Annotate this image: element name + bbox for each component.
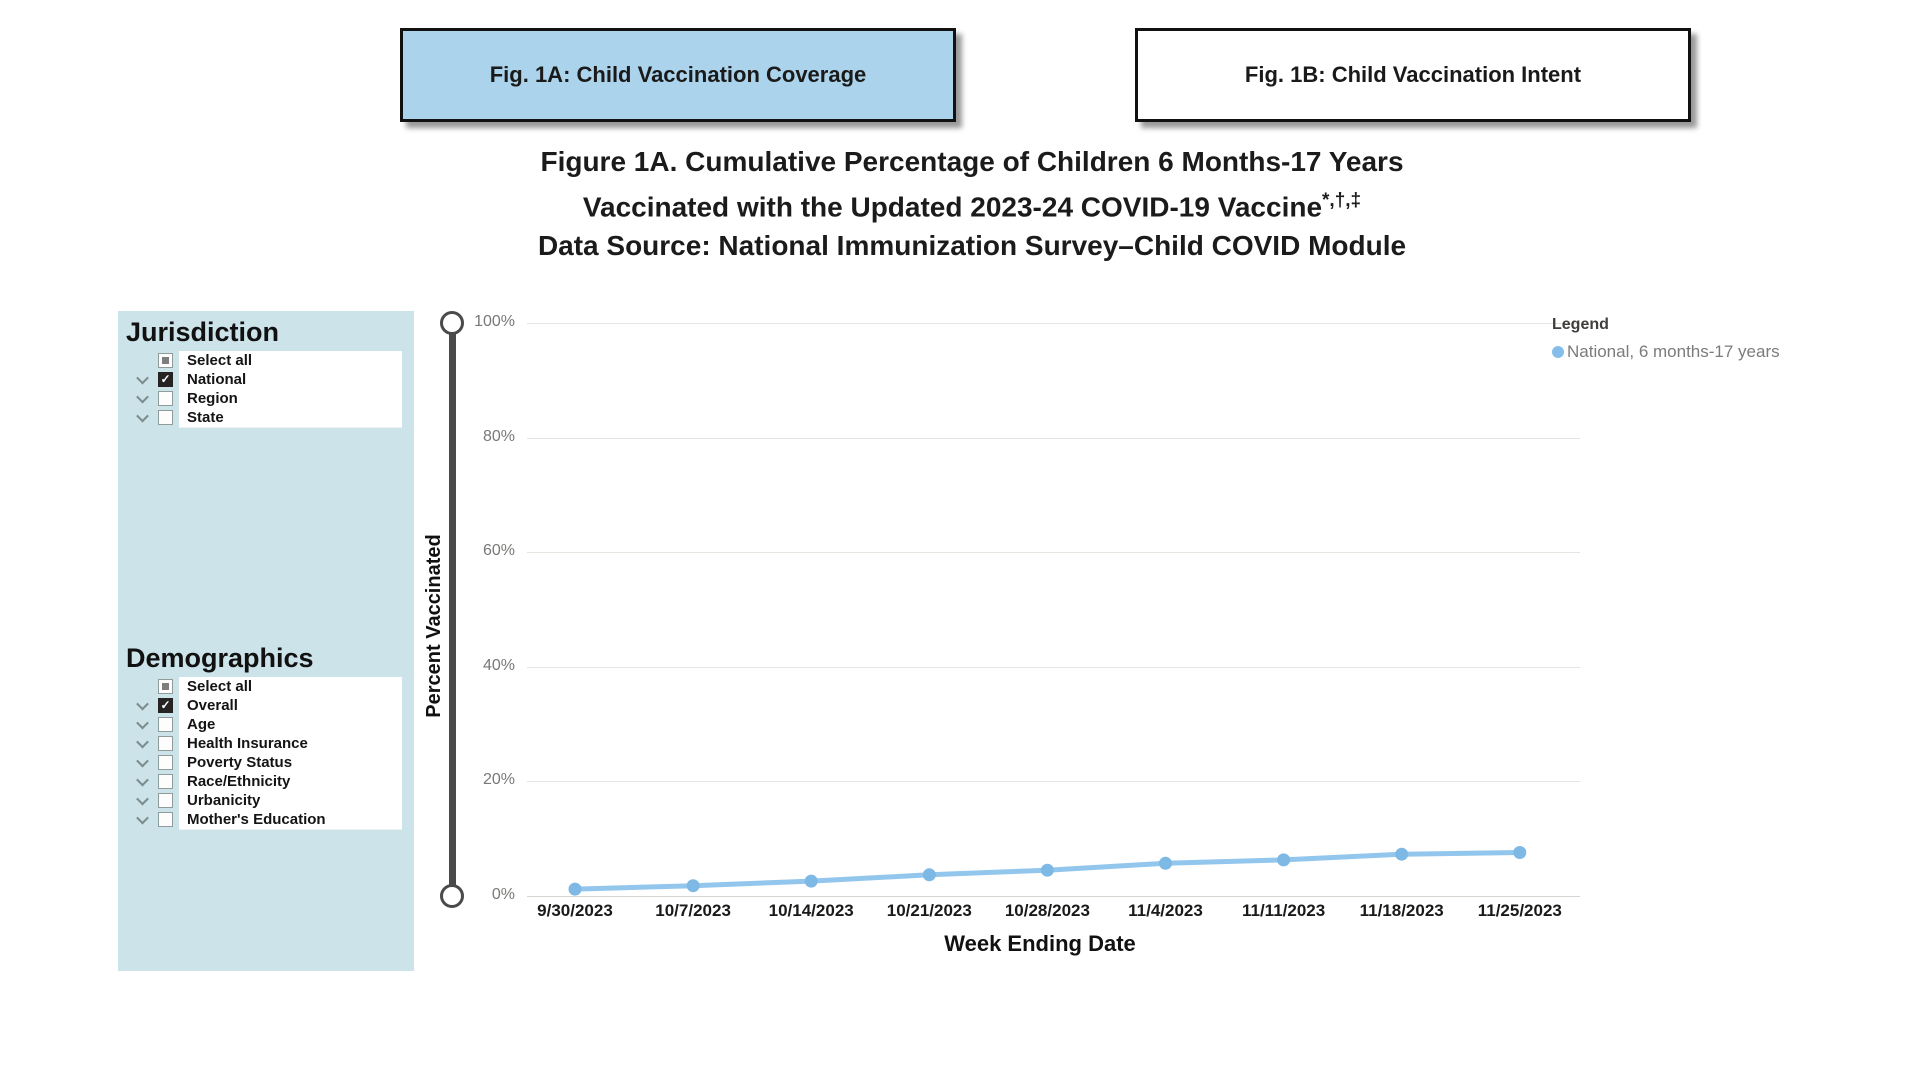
tab-fig-1a-child-vaccination-coverage[interactable] <box>400 28 956 122</box>
x-axis-tick-label: 10/14/2023 <box>768 901 854 920</box>
slicer-item-label: Mother's Education <box>179 810 402 830</box>
y-axis-tick-label: 40% <box>482 656 515 674</box>
demographics-slicer-title: Demographics <box>126 643 314 673</box>
checkbox-overall[interactable]: ✓ <box>158 698 173 713</box>
chevron-down-icon[interactable] <box>132 777 152 786</box>
line-series-national <box>527 323 1580 896</box>
x-axis-tick-label: 11/25/2023 <box>1477 901 1562 920</box>
data-point-11-25-2023[interactable] <box>1513 846 1526 859</box>
filter-sidebar <box>118 311 414 971</box>
slicer-item-label: Select all <box>179 351 402 371</box>
figure-title-line1: Figure 1A. Cumulative Percentage of Children 6 Months-17 Years <box>540 146 1404 177</box>
x-axis-tick-label: 11/11/2023 <box>1241 901 1326 920</box>
chevron-down-icon[interactable] <box>132 739 152 748</box>
slicer-item-region[interactable] <box>118 389 402 408</box>
chevron-down-icon[interactable] <box>132 375 152 384</box>
tab-fig-1b-child-vaccination-intent[interactable] <box>1135 28 1691 122</box>
x-axis-title: Week Ending Date <box>944 931 1136 956</box>
checkbox-select-all[interactable] <box>158 353 173 368</box>
chevron-down-icon[interactable] <box>132 796 152 805</box>
data-point-10-21-2023[interactable] <box>923 868 936 881</box>
slicer-item-label: Race/Ethnicity <box>179 772 402 792</box>
y-axis-tick-label: 100% <box>474 313 515 330</box>
slicer-item-select-all[interactable] <box>118 351 402 370</box>
checkbox-region[interactable] <box>158 391 173 406</box>
jurisdiction-slicer-title: Jurisdiction <box>126 317 280 347</box>
chevron-down-icon[interactable] <box>132 413 152 422</box>
data-point-10-28-2023[interactable] <box>1041 864 1054 877</box>
chevron-down-icon[interactable] <box>132 701 152 710</box>
checkbox-state[interactable] <box>158 410 173 425</box>
y-axis-title: Percent Vaccinated <box>423 534 445 718</box>
slicer-item-label: Overall <box>179 696 402 716</box>
checkbox-poverty-status[interactable] <box>158 755 173 770</box>
chevron-down-icon[interactable] <box>132 720 152 729</box>
slicer-item-label: Age <box>179 715 402 735</box>
chart-legend <box>1552 316 1780 362</box>
data-point-11-11-2023[interactable] <box>1277 853 1290 866</box>
jurisdiction-slicer <box>118 315 414 427</box>
checkbox-age[interactable] <box>158 717 173 732</box>
slicer-item-select-all[interactable] <box>118 677 402 696</box>
checkbox-health-insurance[interactable] <box>158 736 173 751</box>
tab-label: Fig. 1B: Child Vaccination Intent <box>1244 62 1582 87</box>
slicer-item-label: Select all <box>179 677 402 697</box>
x-axis-tick-label: 9/30/2023 <box>537 901 613 920</box>
tab-label: Fig. 1A: Child Vaccination Coverage <box>489 62 867 87</box>
y-axis-tick-label: 20% <box>482 771 515 789</box>
checkbox-urbanicity[interactable] <box>158 793 173 808</box>
footnote-symbols: *,†,‡ <box>1322 190 1362 211</box>
slicer-item-label: Region <box>179 389 402 409</box>
data-point-9-30-2023[interactable] <box>569 883 582 896</box>
slicer-item-state[interactable] <box>118 408 402 427</box>
y-axis-tick-label: 60% <box>482 542 515 560</box>
data-point-10-7-2023[interactable] <box>687 879 700 892</box>
y-axis-tick-label: 80% <box>482 427 515 445</box>
data-point-11-18-2023[interactable] <box>1395 848 1408 861</box>
figure-title <box>472 142 1472 265</box>
x-axis-tick-label: 10/7/2023 <box>655 901 731 920</box>
slicer-item-national[interactable] <box>118 370 402 389</box>
y-axis-tick-label: 0% <box>491 886 515 903</box>
checkbox-race-ethnicity[interactable] <box>158 774 173 789</box>
checkbox-select-all[interactable] <box>158 679 173 694</box>
slicer-item-overall[interactable] <box>118 696 402 715</box>
x-axis-tick-label: 10/21/2023 <box>886 901 972 920</box>
x-axis-line <box>527 896 1580 897</box>
checkbox-national[interactable]: ✓ <box>158 372 173 387</box>
slicer-item-label: National <box>179 370 402 390</box>
legend-marker-icon <box>1552 346 1564 358</box>
figure-title-datasource: Data Source: National Immunization Survey–Child COVID Module <box>537 230 1407 262</box>
slicer-item-poverty-status[interactable] <box>118 753 402 772</box>
slicer-item-age[interactable] <box>118 715 402 734</box>
data-point-11-4-2023[interactable] <box>1159 857 1172 870</box>
legend-item-national <box>1552 342 1780 362</box>
checkbox-mother-s-education[interactable] <box>158 812 173 827</box>
y-zoom-slider-track[interactable] <box>449 323 456 896</box>
slicer-item-label: Urbanicity <box>179 791 402 811</box>
chevron-down-icon[interactable] <box>132 815 152 824</box>
slicer-item-label: State <box>179 408 402 428</box>
slicer-item-label: Poverty Status <box>179 753 402 773</box>
chevron-down-icon[interactable] <box>132 394 152 403</box>
slicer-item-urbanicity[interactable] <box>118 791 402 810</box>
x-axis-tick-label: 11/4/2023 <box>1128 901 1203 920</box>
demographics-slicer <box>118 641 414 829</box>
slicer-item-race-ethnicity[interactable] <box>118 772 402 791</box>
data-point-10-14-2023[interactable] <box>805 875 818 888</box>
x-axis-tick-label: 10/28/2023 <box>1004 901 1090 920</box>
slicer-item-health-insurance[interactable] <box>118 734 402 753</box>
figure-title-line2: Vaccinated with the Updated 2023-24 COVID-19 Vaccine*,†,‡ <box>582 190 1362 223</box>
slicer-item-label: Health Insurance <box>179 734 402 754</box>
x-axis-tick-label: 11/18/2023 <box>1359 901 1444 920</box>
legend-item-label: National, 6 months-17 years <box>1567 342 1780 361</box>
legend-title: Legend <box>1552 316 1609 333</box>
slicer-item-mother-s-education[interactable] <box>118 810 402 829</box>
chevron-down-icon[interactable] <box>132 758 152 767</box>
